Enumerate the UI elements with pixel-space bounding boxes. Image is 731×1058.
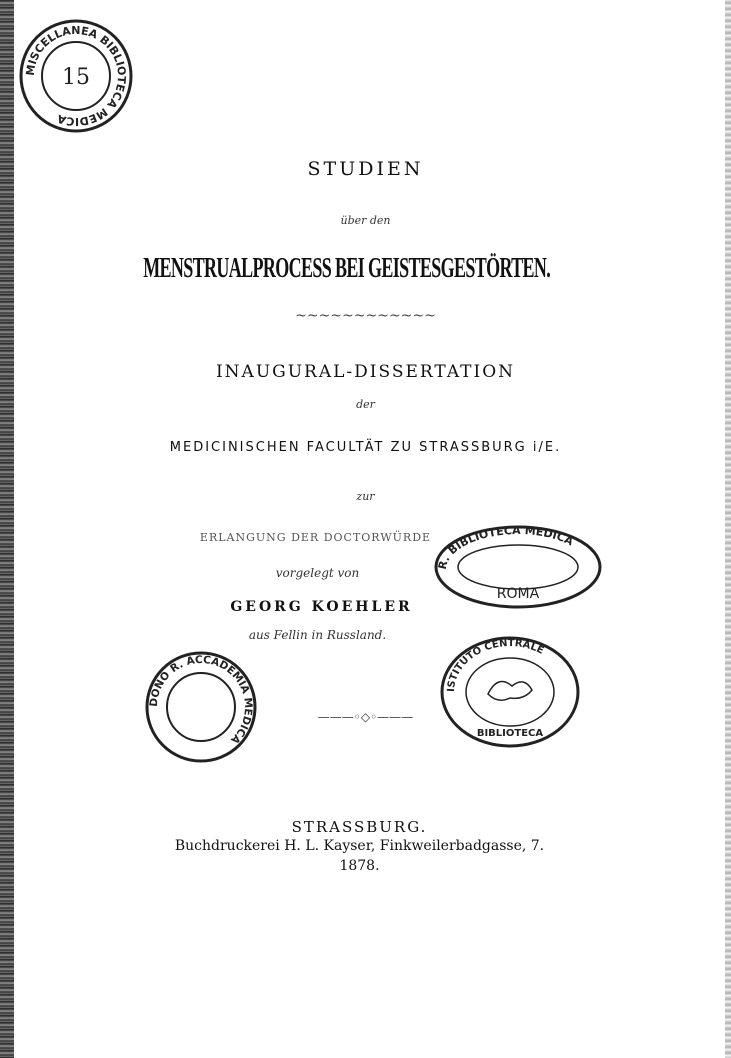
publication-city: STRASSBURG. (291, 818, 428, 836)
svg-text:R. BIBLIOTECA MEDICA (436, 524, 576, 571)
stamp-center-text: BIBLIOTECA (476, 728, 544, 739)
zur-text: zur (356, 490, 375, 503)
library-stamp-dono (144, 650, 258, 764)
library-stamp-top-left (18, 18, 134, 134)
publication-year: 1878. (339, 858, 380, 874)
vorgelegt-text: vorgelegt von (275, 566, 360, 580)
author-name: GEORG KOEHLER (230, 599, 413, 615)
library-stamp-biblioteca (440, 636, 580, 748)
stamp-ring-text: DONO R. ACCADEMIA MEDICA (147, 653, 255, 747)
stamp-number: 15 (62, 65, 90, 90)
wave-ornament: ~~~~~~~~~~~~ (295, 308, 436, 324)
printer-line: Buchdruckerei H. L. Kayser, Finkweilerbadgasse, 7. (174, 838, 545, 854)
faculty-line: MEDICINISCHEN FACULTÄT ZU STRASSBURG i/E. (169, 440, 562, 455)
stamp-ring-text: R. BIBLIOTECA MEDICA (435, 523, 576, 571)
der-text: der (356, 398, 375, 411)
main-title: MENSTRUALPROCESS BEI GEISTESGESTÖRTEN. (143, 252, 551, 284)
stamp-ring-text: ISTITUTO CENTRALE (445, 637, 546, 693)
title-studien: STUDIEN (307, 158, 424, 180)
preposition-text: über den (340, 214, 391, 227)
stamp-ring-text: MISCELLANEA BIBLIOTECA MEDICA (23, 23, 129, 129)
library-stamp-roma-oval (432, 522, 604, 612)
stamp-center-text: ROMA (496, 586, 540, 602)
author-origin: aus Fellin in Russland. (248, 628, 387, 642)
purpose-line: ERLANGUNG DER DOCTORWÜRDE (199, 531, 432, 544)
dissertation-heading: INAUGURAL-DISSERTATION (215, 362, 516, 382)
divider-ornament: ———◦◇◦——— (317, 710, 414, 724)
